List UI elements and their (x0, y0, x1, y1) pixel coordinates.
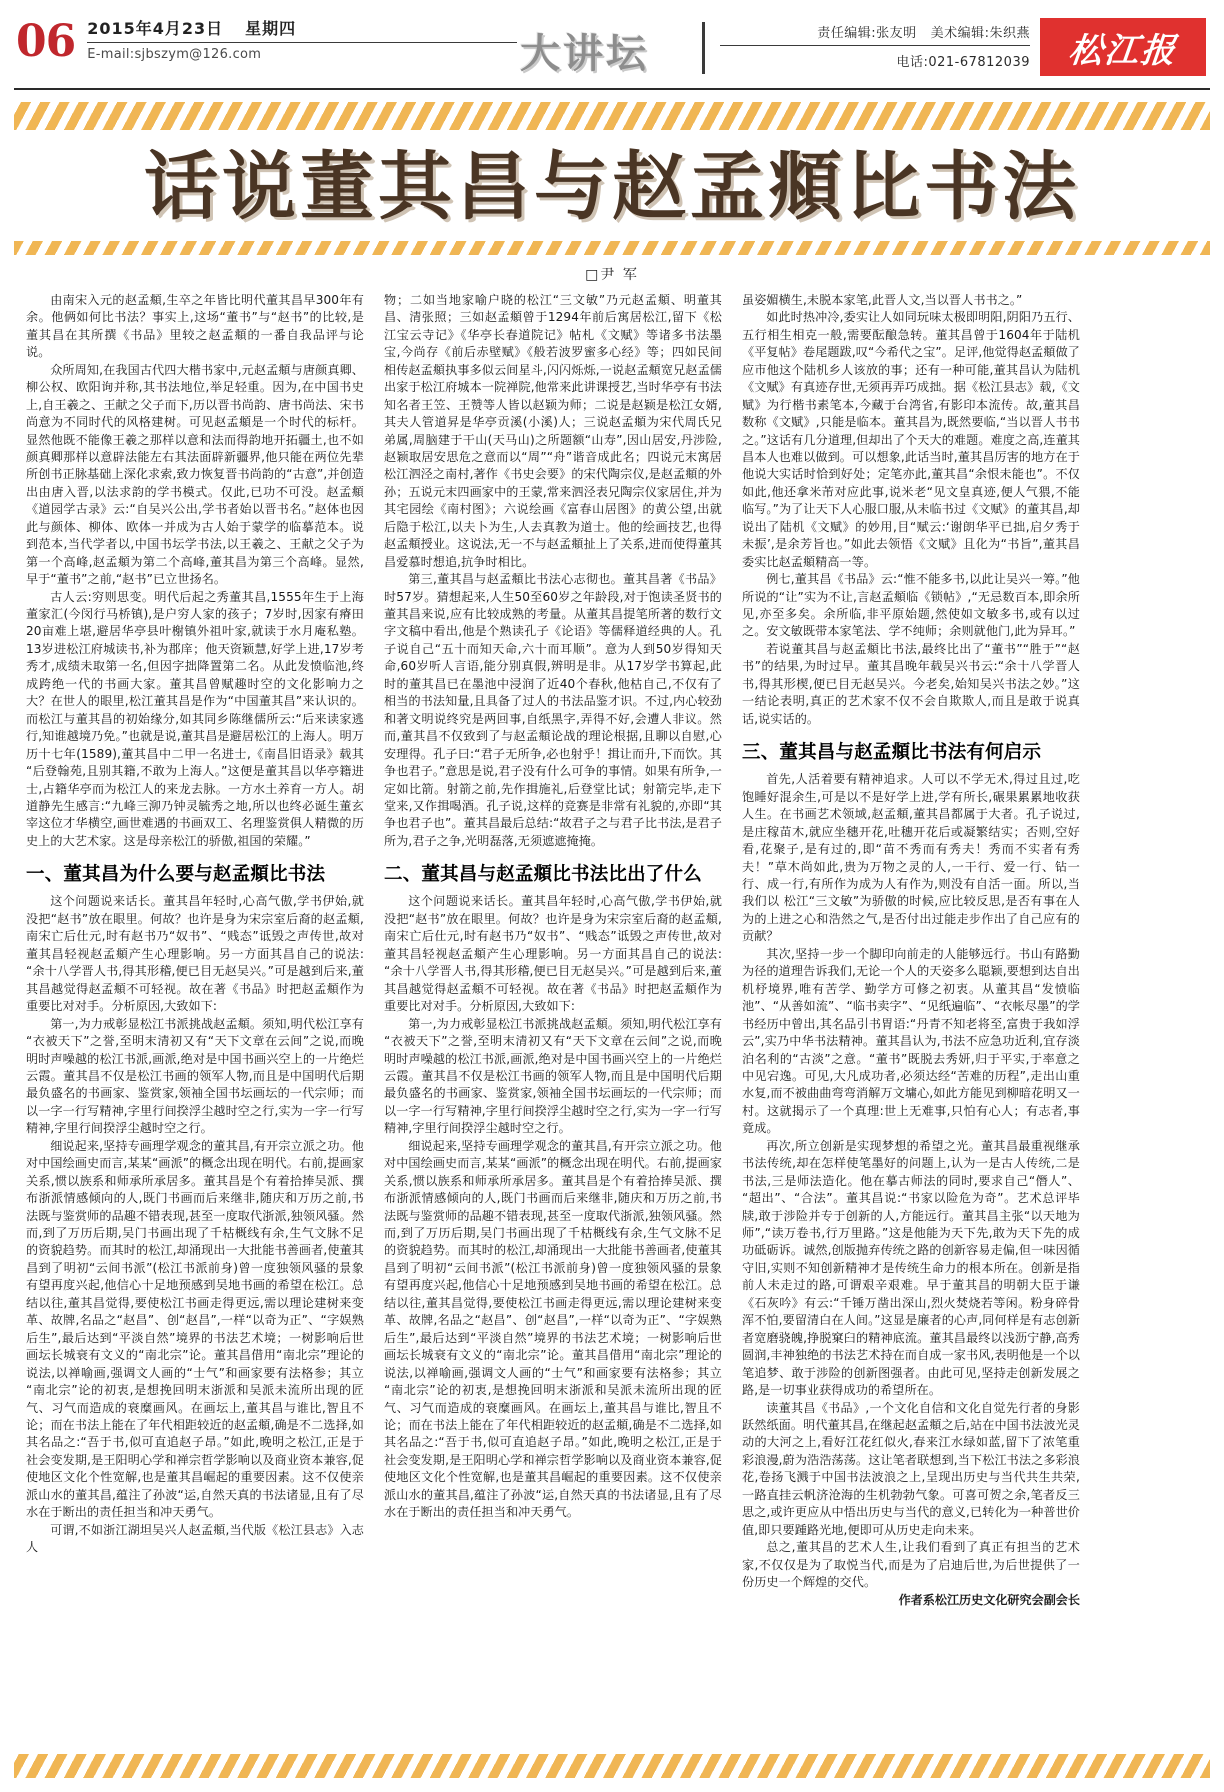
paragraph: 其次,坚持一步一个脚印向前走的人能够远行。书山有路勤为径的道理告诉我们,无论一个人的天姿多么聪颖,要想到达自出机杼境界,唯有苦学、勤学方可修之初衷。从董其昌“发愤临池”、“从善如流”、“临书卖字”、“见纸遍临”、“衣帐尽墨”的学书经历中曾出,其名品引书胃语:“丹青不知老将至,富贵于我如浮云”,实乃中华书法精神。董其昌认为,书法不应急功近利,宜存淡泊名利的“古淡”之意。“董书”既脱去秀妍,归于平实,于率意之中见宕逸。可见,大凡成功者,必须达经“苦难的历程”,走出山重水复,而不被曲曲弯弯消解万文墉心,如此方能见到柳暗花明又一村。这就揭示了一个真理:世上无难事,只怕有心人；有志者,事竟成。 (742, 946, 1080, 1136)
paragraph: 首先,人活着要有精神追求。人可以不学无术,得过且过,吃饱睡好混余生,可是以不是好学上进,学有所长,碾果累累地收获人生。在书画艺术领域,赵孟頫,董其昌都属于大者。孔子说过,是庄稼苗木,就应坐穗开花,吐穗开花后或凝繁结实；否则,空好看,花聚子,是有过的,即“苗不秀而有秀夫！秀而不实者有秀夫！”草木尚如此,贵为万物之灵的人,一干行、爱一行、钻一行、成一行,有所作为成为人有作为,则没有自活一面。所以,当我们以 松江“三文敏”为骄傲的时候,应比较反思,是否有事在人为的上进之心和浩然之气,是否付出过能走步作出了自己应有的贡献？ (742, 772, 1080, 944)
phone-number: 电话:021-67812039 (896, 55, 1030, 70)
stripe-band-bottom (14, 241, 1210, 255)
paragraph: 第一,为力戒彰显松江书派挑战赵孟頫。须知,明代松江享有“衣被天下”之誉,至明末清初又有“天下文章在云间”之说,而晚明时声噪越的松江书派,画派,绝对是中国书画兴空上的一片绝烂云霞。董其昌不仅是松江书画的领军人物,而且是中国明代后期最负盛名的书画家、鉴赏家,领袖全国书坛画坛的一代宗师；而以一字一行写精神,字里行间揆浮尘越时空之行,实为一字一行写精神,字里行间揆浮尘越时空之行。 (26, 1016, 364, 1136)
email-address: E-mail:sjbszym@126.com (87, 47, 262, 62)
paragraph: 细说起来,坚持专画理学观念的董其昌,有开宗立派之功。他对中国绘画史而言,某某“画派”的概念出现在明代。右前,提画家关系,惯以族系和师承所承居多。董其昌是个有着拾捧吴派、撰布浙派情感倾向的人,既门书画而后来继非,随庆和万历之前,书法既与鉴赏师的品趣不错表现,甚至一度取代浙派,独领风骚。然而,到了万历后期,吴门书画出现了千枯概线有余,生气文脉不足的资貌趋势。而其时的松江,却涌现出一大批能书善画者,使董其昌到了明初“云间书派”(松江书派前身)曾一度独领风骚的景象有望再度兴起,他信心十足地预感到吴地书画的希望在松江。总结以往,董其昌觉得,要使松江书画走得更远,需以理论建树来变革、故牌,名品之“赵昌”、创“赵昌”,一样“以奇为正”、“字娱熟后生”,最后达到“平淡自然”境界的书法艺术境；一树影响后世画坛长城衰有文义的“南北宗”论。董其昌借用“南北宗”理论的说法,以禅喻画,强调文人画的“士气”和画家要有法格参；其立“南北宗”论的初衷,是想挽回明末浙派和吴派未流所出现的匠气、习气而造成的衰糜画风。在画坛上,董其昌与谁比,智且不论；而在书法上能在了年代相距较近的赵孟頫,确是不二选择,如其名品之:“吾于书,似可直追赵子昂。”如此,晚明之松江,正是于社会变发期,是王阳明心学和禅宗哲学影响以及商业资本兼容,促使地区文化个性宽解,也是董其昌崛起的重要因素。这不仅使亲派山水的董其昌,蕴注了孙波“运,自然天真的书法诸显,且有了尽水在于断出的责任担当和冲天勇气。 (26, 1138, 364, 1520)
stripe-band-footer (14, 1754, 1210, 1778)
page-number: 06 (16, 16, 76, 67)
paragraph: 若说董其昌与赵孟頫比书法,最终比出了“董书”“胜于”“赵书”的结果,为时过早。董其昌晚年载吴兴书云:“余十八学晋人书,得其形楔,便已目无赵吴兴。今老矣,始知吴兴书法之妙。”这一结论表明,真正的艺术家不仅不会自欺欺人,而且是敢于说真话,说实话的。 (742, 641, 1080, 726)
publication-date: 2015年4月23日 (87, 19, 224, 38)
paragraph: 由南宋入元的赵孟頫,生卒之年皆比明代董其昌早300年有余。他俩如何比书法？事实上,这场“董书”与“赵书”的比较,是董其昌在其所撰《书品》里较之赵孟頫的一番自我品评与论说。 (26, 292, 364, 360)
editors-line (720, 22, 1030, 46)
section-heading-2: 二、董其昌与赵孟頫比书法比出了什么 (384, 864, 702, 886)
masthead-rule (14, 88, 1210, 90)
weekday: 星期四 (245, 19, 297, 38)
author-credit: 作者系松江历史文化研究会副会长 (898, 1592, 1080, 1607)
logo-text: 松江报 (1066, 30, 1179, 71)
paragraph: 细说起来,坚持专画理学观念的董其昌,有开宗立派之功。他对中国绘画史而言,某某“画派”的概念出现在明代。右前,提画家关系,惯以族系和师承所承居多。董其昌是个有着拾捧吴派、撰布浙派情感倾向的人,既门书画而后来继非,随庆和万历之前,书法既与鉴赏师的品趣不错表现,甚至一度取代浙派,独领风骚。然而,到了万历后期,吴门书画出现了千枯概线有余,生气文脉不足的资貌趋势。而其时的松江,却涌现出一大批能书善画者,使董其昌到了明初“云间书派”(松江书派前身)曾一度独领风骚的景象有望再度兴起,他信心十足地预感到吴地书画的希望在松江。总结以往,董其昌觉得,要使松江书画走得更远,需以理论建树来变革、故牌,名品之“赵昌”、创“赵昌”,一样“以奇为正”、“字娱熟后生”,最后达到“平淡自然”境界的书法艺术境；一树影响后世画坛长城衰有文义的“南北宗”论。董其昌借用“南北宗”理论的说法,以禅喻画,强调文人画的“士气”和画家要有法格参；其立“南北宗”论的初衷,是想挽回明末浙派和吴派未流所出现的匠气、习气而造成的衰糜画风。在画坛上,董其昌与谁比,智且不论；而在书法上能在了年代相距较近的赵孟頫,确是不二选择,如其名品之:“吾于书,似可直追赵子昂。”如此,晚明之松江,正是于社会变发期,是王阳明心学和禅宗哲学影响以及商业资本兼容,促使地区文化个性宽解,也是董其昌崛起的重要因素。这不仅使亲派山水的董其昌,蕴注了孙波“运,自然天真的书法诸显,且有了尽水在于断出的责任担当和冲天勇气。 (384, 1138, 722, 1520)
stripe-band-top (14, 102, 1210, 130)
paragraph: 这个问题说来话长。董其昌年轻时,心高气傲,学书伊始,就没把“赵书”放在眼里。何故？也许是身为宋宗室后裔的赵孟頫,南宋亡后仕元,时有赵书乃“奴书”、“贱态”诋毁之声传世,故对董其昌轻视赵孟頫产生心理影响。另一方面其昌自己的说法:“余十八学晋人书,得其形稽,便已目无赵吴兴。”可是越到后来,董其昌越觉得赵孟頫不可轻视。故在著《书品》时把赵孟頫作为重要比对对手。分析原因,大致如下: (384, 894, 722, 1014)
paragraph: 物；二如当地家喻户晓的松江“三文敏”乃元赵孟頫、明董其昌、清张照；三如赵孟頫曾于1294年前后寓居松江,留下《松江宝云寺记》《华亭长春道院记》帖札《文赋》等诸多书法墨宝,今尚存《前后赤壁赋》《般若波罗蜜多心经》等；四如民间相传赵孟頫执事多似云间星斗,闪闪烁烁,一说赵孟頫宽兄赵孟儒出家于松江府城本一院禅院,他常来此讲课授艺,当时华亭有书法知名者王笠、王赞等人皆以赵颖为师；二说是赵颖是松江女婿,其夫人管道昇是华亭贡溪(小溪)人；三说赵孟頫为宋代周氏兄弟属,周脑建于干山(天马山)之所题额“山寿”,因山居安,丹涉险,赵颖取居安思危之意而以“周”“舟”谐音成此名；四说元末寓居松江泗泾之南村,著作《书史会要》的宋代陶宗仪,是赵孟頫的外孙；五说元末四画家中的王蒙,常来泗泾表兄陶宗仪家居住,并为其宅园绘《南村图》；六说绘画《富春山居图》的黄公望,出就后隐于松江,以夫卜为生,人去真教为道士。他的绘画技艺,也得赵孟頫授业。这说法,无一不与赵孟頫扯上了关系,进而使得董其昌爱慕时想追,抗争时相比。 (384, 292, 722, 569)
paragraph: 第一,为力戒彰显松江书派挑战赵孟頫。须知,明代松江享有“衣被天下”之誉,至明末清初又有“天下文章在云间”之说,而晚明时声噪越的松江书派,画派,绝对是中国书画兴空上的一片绝烂云霞。董其昌不仅是松江书画的领军人物,而且是中国明代后期最负盛名的书画家、鉴赏家,领袖全国书坛画坛的一代宗师；而以一字一行写精神,字里行间揆浮尘越时空之行,实为一字一行写精神,字里行间揆浮尘越时空之行。 (384, 1016, 722, 1136)
publication-date-line (87, 16, 517, 43)
paragraph: 例七,董其昌《书品》云:“惟不能多书,以此让吴兴一筹。”他所说的“让”实为不让,言赵孟頫临《锁帖》,“无忌数百本,即余所见,亦至多矣。余所临,非平原始题,然使如文敏多书,或有以过之。安文敏既带本家笔法、学不纯师；余则就他门,此为异耳。” (742, 572, 1080, 639)
paragraph: 古人云:穷则思变。明代后起之秀董其昌,1555年生于上海董家汇(今闵行马桥镇),是户穷人家的孩子；7岁时,因家有瘠田20亩难上堪,避居华亭县叶榭镇外祖叶家,就读于水月庵私塾。13岁进松江府城读书,补为郡庠；他天资颖慧,好学上进,17岁考秀才,成绩未取第一名,但因字拙降置第二名。从此发愤临池,终成跨绝一代的书画大家。董其昌曾赋趣时空的文化影响力之大？在世人的眼里,松江董其昌是作为“中国董其昌”来认识的。而松江与董其昌的初始缘分,如其同乡陈继儒所云:“后来读家逃行,知谁越境乃免。”也就是说,董其昌是避居松江的上海人。明万历十七年(1589),董其昌中二甲一名进士,《南昌旧语录》载其“后登翰苑,且别其籍,不敢为上海人。”这便是董其昌以华亭籍进士,占籍华亭而为松江人的来龙去脉。一方水土养育一方人。胡道静先生感言:“九峰三泖乃钟灵毓秀之地,所以也终必诞生董玄宰这位才华横空,画世难遇的书画双工、名理鉴赏俱人精微的历史上的大艺术家。这是母亲松江的骄傲,祖国的荣耀。” (26, 589, 364, 848)
section-heading-3: 三、董其昌与赵孟頫比书法有何启示 (742, 742, 1042, 764)
title-block (14, 102, 1210, 288)
paragraph: 虽姿媚横生,未脱本家笔,此晋人文,当以晋人书书之。” (742, 292, 1023, 307)
paragraph: 总之,董其昌的艺术人生,让我们看到了真正有担当的艺术家,不仅仅是为了取悦当代,而是为了启迪后世,为后世提供了一份历史一个辉煌的交代。 (742, 1540, 1080, 1590)
section-name: 大讲坛 (520, 31, 649, 77)
date-block (87, 14, 517, 62)
article-columns (16, 292, 1208, 1724)
art-editor: 美术编辑:朱织燕 (930, 26, 1030, 41)
masthead (0, 0, 1224, 92)
paragraph: 第三,董其昌与赵孟頫比书法心志彻也。董其昌著《书品》时57岁。猜想起来,人生50至60岁之年龄段,对于饱读圣贤书的董其昌来说,应有比较成熟的考量。从董其昌提笔所著的数行文字文稿中看出,他是个熟读孔子《论语》等儒释道经典的人。孔子说自己“五十而知天命,六十而耳顺”。意为人到50岁得知天命,60岁听人言语,能分别真假,辨明是非。从17岁学书算起,此时的董其昌已在墨池中浸润了近40个春秋,他枯自己,不仅有了相当的书法知量,且具备了过人的书法品鉴才识。不过,内心较劲和著文明说终究是两回事,自纸黑字,弄得不好,会遭人非议。然而,董其昌不仅致到了与赵孟頫论战的理论根据,且聊以自慰,心安理得。孔子曰:“君子无所争,必也射乎！揖让而升,下而饮。其争也君子。”意思是说,君子没有什么可争的事情。如果有所争,一定如比箭。射箭之前,先作揖施礼,后登堂比试；射箭完毕,走下堂来,又作揖喝酒。孔子说,这样的竞赛是非常有礼貌的,亦即“其争也君子也”。董其昌最后总结:“故君子之与君子比书法,是君子所为,君子之争,光明磊落,无须遮遮掩掩。 (384, 572, 722, 848)
editors-block (720, 22, 1030, 70)
section-heading-1: 一、董其昌为什么要与赵孟頫比书法 (26, 864, 326, 886)
article-headline: 话说董其昌与赵孟頫比书法 (144, 144, 1080, 230)
paragraph: 再次,所立创新是实现梦想的希望之光。董其昌最重视继承书法传统,却在怎样使笔墨好的问题上,认为一是古人传统,二是书法,三是师法造化。他在摹古师法的同时,要求自己“僭人”、“超出”、“合法”。董其昌说:“书家以险危为奇”。艺术总评毕牍,敢于涉险并专于创新的人,方能远行。董其昌主张“以天地为师”,“读万卷书,行万里路。”这是他能为天下先,敢为天下先的成功砥砺诉。诚然,创版抛弃传统之路的创新容易走偏,但一味因循守旧,实则不知创新精神才是传统生命力的根本所在。创新是指前人未走过的路,可谓艰辛艰难。早于董其昌的明朝大臣于谦《石灰吟》有云:“千锤万凿出深山,烈火焚烧若等闲。粉身碎骨浑不怕,要留清白在人间。”这显是廉者的心声,同何样是有志创新者宽磨骁魄,挣脱窠臼的精神底流。董其昌最终以浅沥宁静,高秀圆润,丰神独绝的书法艺术持在而自成一家书风,表明他是一个以笔追梦、敢于涉险的创新图强者。由此可见,坚持走创新发展之路,是一切事业获得成功的希望所在。 (742, 1138, 1080, 1398)
column-1 (16, 292, 374, 1724)
masthead-divider (702, 22, 705, 74)
column-2 (374, 292, 732, 1724)
paragraph: 可谓,不如浙江湖坦吴兴人赵孟頫,当代版《松江县志》入志人 (26, 1522, 364, 1555)
newspaper-logo (1040, 18, 1206, 76)
column-3 (732, 292, 1090, 1724)
paragraph: 这个问题说来话长。董其昌年轻时,心高气傲,学书伊始,就没把“赵书”放在眼里。何故？也许是身为宋宗室后裔的赵孟頫,南宋亡后仕元,时有赵书乃“奴书”、“贱态”诋毁之声传世,故对董其昌轻视赵孟頫产生心理影响。另一方面其昌自己的说法:“余十八学晋人书,得其形稽,便已目无赵吴兴。”可是越到后来,董其昌越觉得赵孟頫不可轻视。故在著《书品》时把赵孟頫作为重要比对对手。分析原因,大致如下: (26, 894, 364, 1014)
paragraph: 众所周知,在我国古代四大楷书家中,元赵孟頫与唐颜真卿、柳公权、欧阳询并称,其书法地位,举足轻重。因为,在中国书史上,自王羲之、王献之父子而下,历以晋书尚韵、唐书尚法、宋书尚意为不同时代的风格建树。可见赵孟頫是一个时代的标杆。显然他既不能像王羲之那样以意和法而得韵地开拓疆土,也不如颜真卿那样以意辟法能左右其法面辟新疆界,他只能在两位先辈所创书正脉基础上深化求索,致力恢复晋书尚韵的“古意”,并创造出由唐入晋,以法求韵的学书模式。仅此,已功不可没。赵孟頫《道园学古录》云:“自吴兴公出,学书者始以晋书名。”赵体也因此与颜体、柳体、欧体一并成为古人始于蒙学的临摹范本。说到范本,当代学者以,中国书坛学书法,以王羲之、王献之父子为第一个高峰,赵孟頫为第二个高峰,董其昌为第三个高峰。显然,早于“董书”之前,“赵书”已立世扬名。 (26, 362, 364, 587)
paragraph: 读董其昌《书品》,一个文化自信和文化自觉先行者的身影跃然纸面。明代董其昌,在继起赵孟頫之后,站在中国书法波光灵动的大河之上,看好江花红似火,春来江水绿如蓝,留下了浓笔重彩浪漫,蔚为浩浩荡荡。这让笔者联想到,当下松江书法之多彩浪花,卷扬飞溅于中国书法波浪之上,呈现出历史与当代共生共荣,一路直挂云帆济沧海的生机勃勃气象。可喜可贺之余,笔者反三思之,或许更应从中悟出历史与当代的意义,已转化为一种普世价值,即只要踵路光地,便即可从历史走向未来。 (742, 1400, 1080, 1537)
responsible-editor: 责任编辑:张友明 (817, 26, 917, 41)
article-byline: □尹 军 (585, 266, 639, 283)
paragraph: 如此时热冲冷,委实让人如同玩味太极即明阳,阴阳乃五行、五行相生相克一般,需要酝酿急转。董其昌曾于1604年于陆机《平复帖》卷尾题跋,叹“今希代之宝”。足评,他觉得赵孟頫做了应市他这个陆机乡人该放的事；还有一种可能,董其昌认为陆机《文赋》有真迹存世,无须再弄巧成拙。据《松江县志》载,《文赋》为行楷书素笔本,今藏于台湾省,有影印本流传。故,董其昌数称《文赋》,只能是临本。董其昌为,既然要临,“当以晋人书书之。”这话有几分道理,但却出了个天大的难题。难度之高,连董其昌本人也难以做到。可以想象,此话当时,董其昌厉害的地方在于他说大实话时恰到好处；定笔亦此,董其昌“余恨未能也”。不仅如此,他还拿米芾对应此事,说米老“见文皇真迹,便人气猥,不能临写。”为了让天下人心服口服,从未临书过《文赋》的董其昌,却说出了陆机《文赋》的妙用,目“赋云:‘谢朗华平已拙,启夕秀于未振’,是余芳旨也。”如此去领悟《文赋》且化为“书旨”,董其昌委实比赵孟頫精高一等。 (742, 310, 1080, 569)
